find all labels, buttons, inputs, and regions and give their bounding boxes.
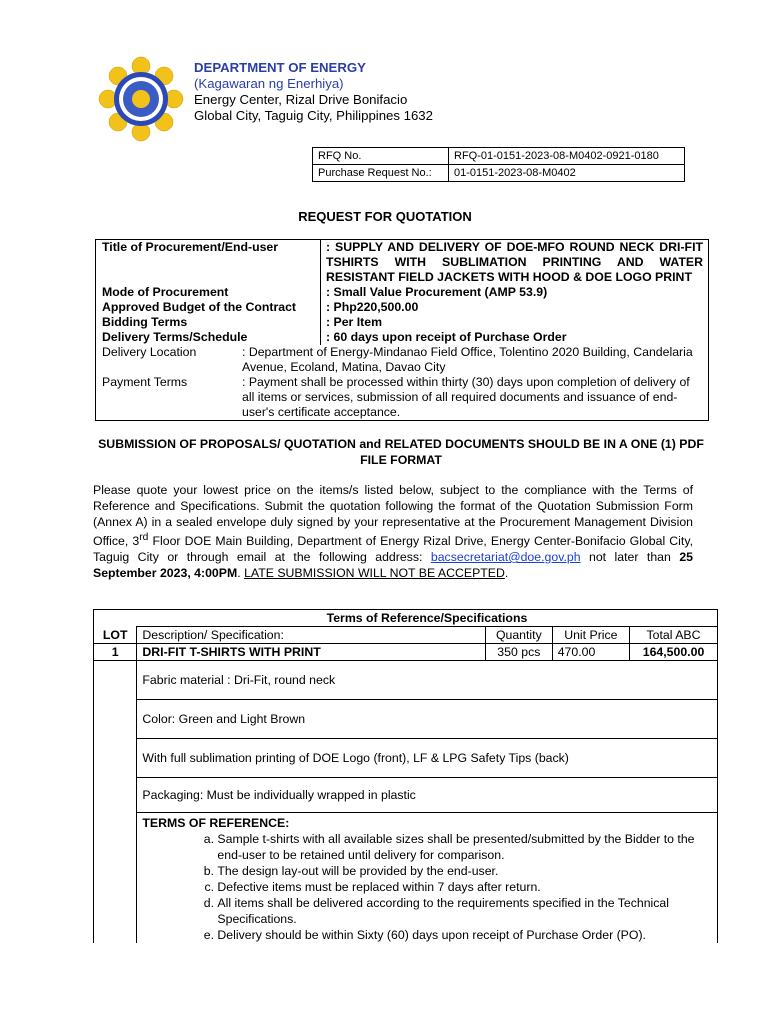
- procurement-info-box: [95, 239, 709, 421]
- delivery-location-label: Delivery Location: [102, 345, 197, 359]
- instruction-paragraph: [93, 482, 693, 581]
- term-item: c. Defective items must be replaced within 7 days after return.: [217, 879, 712, 895]
- term-item: e. Delivery should be within Sixty (60) days upon receipt of Purchase Order (PO).: [217, 927, 712, 943]
- bidding-label: Bidding Terms: [96, 315, 321, 330]
- letterhead: [194, 60, 433, 124]
- col-unit-price: Unit Price: [552, 627, 629, 644]
- term-item: a. Sample t-shirts with all available sizes shall be presented/submitted by the Bidder to the end-user to be retained until delivery for comparison.: [217, 831, 712, 863]
- item-name: DRI-FIT T-SHIRTS WITH PRINT: [137, 644, 486, 661]
- submission-notice: SUBMISSION OF PROPOSALS/ QUOTATION and RELATED DOCUMENTS SHOULD BE IN A ONE (1) PDF FILE FORMAT: [98, 437, 704, 467]
- pr-value: 01-0151-2023-08-M0402: [449, 165, 685, 182]
- col-total-abc: Total ABC: [630, 627, 718, 644]
- rfq-number-table: [312, 147, 685, 182]
- title-value: : SUPPLY AND DELIVERY OF DOE-MFO ROUND NECK DRI-FIT TSHIRTS WITH SUBLIMATION PRINTING AND WATER RESISTANT FIELD JACKETS WITH HOOD & DOE LOGO PRINT: [326, 240, 703, 284]
- deadline: 25 September 2023, 4:00PM: [93, 550, 693, 581]
- delivery-terms-value: : 60 days upon receipt of Purchase Order: [326, 330, 567, 344]
- lot-number: 1: [94, 644, 137, 661]
- late-submission-warning: LATE SUBMISSION WILL NOT BE ACCEPTED: [244, 566, 505, 581]
- email-link[interactable]: bacsecretariat@doe.gov.ph: [430, 550, 581, 565]
- item-unit-price: 470.00: [552, 644, 629, 661]
- doe-logo: [98, 56, 184, 142]
- item-total: 164,500.00: [630, 644, 718, 661]
- bidding-value: : Per Item: [326, 315, 383, 329]
- spec-fabric: Fabric material : Dri-Fit, round neck: [137, 661, 718, 700]
- title-label: Title of Procurement/End-user: [96, 240, 321, 285]
- col-description: Description/ Specification:: [137, 627, 486, 644]
- address-line-2: Global City, Taguig City, Philippines 1632: [194, 108, 433, 123]
- para-text-3: not later than: [580, 550, 680, 565]
- delivery-terms-label: Delivery Terms/Schedule: [96, 330, 321, 345]
- rfq-value: RFQ-01-0151-2023-08-M0402-0921-0180: [449, 148, 685, 165]
- tor-heading: Terms of Reference/Specifications: [137, 610, 718, 627]
- payment-terms-value: : Payment shall be processed within thirty (30) days upon completion of delivery of all items or services, submission of all required documents and issuance of end-user's certificate acceptance.: [242, 375, 690, 419]
- para-text-5: .: [504, 566, 509, 581]
- terms-of-reference-cell: [137, 813, 718, 944]
- department-tagalog: (Kagawaran ng Enerhiya): [194, 76, 344, 91]
- para-superscript: rd: [139, 532, 149, 543]
- delivery-location-value: : Department of Energy-Mindanao Field Office, Tolentino 2020 Building, Candelaria Avenue, Ecoland, Matina, Davao City: [242, 345, 693, 374]
- specifications-table: [93, 609, 718, 943]
- para-text-4: .: [237, 566, 245, 581]
- department-name: DEPARTMENT OF ENERGY: [194, 60, 366, 75]
- item-quantity: 350 pcs: [485, 644, 552, 661]
- payment-terms-label: Payment Terms: [102, 375, 188, 389]
- col-lot: LOT: [94, 627, 137, 644]
- terms-list: [142, 831, 712, 943]
- term-item: b. The design lay-out will be provided by the end-user.: [217, 863, 712, 879]
- rfq-label: RFQ No.: [313, 148, 449, 165]
- document-title: REQUEST FOR QUOTATION: [298, 209, 472, 224]
- abc-value: : Php220,500.00: [326, 300, 419, 314]
- pr-label: Purchase Request No.:: [313, 165, 449, 182]
- term-item: d. All items shall be delivered according to the requirements specified in the Technical Specifications.: [217, 895, 712, 927]
- terms-heading: TERMS OF REFERENCE:: [142, 816, 290, 830]
- para-text-1: Please quote your lowest price on the items/s listed below, subject to the compliance with the Terms of Reference and Specifications. Submit the quotation following the format of the Quotation Submission Form (Annex A) in a sealed envelope duly signed by your representative at the Procurement Management Division Office, 3: [93, 483, 693, 549]
- mode-label: Mode of Procurement: [96, 285, 321, 300]
- abc-label: Approved Budget of the Contract: [96, 300, 321, 315]
- col-quantity: Quantity: [485, 627, 552, 644]
- address-line-1: Energy Center, Rizal Drive Bonifacio: [194, 92, 408, 107]
- para-text-2: Floor DOE Main Building, Department of Energy Rizal Drive, Energy Center-Bonifacio Global City, Taguig City or through email at the following address:: [93, 534, 693, 565]
- mode-value: : Small Value Procurement (AMP 53.9): [326, 285, 548, 299]
- spec-packaging: Packaging: Must be individually wrapped in plastic: [137, 778, 718, 813]
- spec-color: Color: Green and Light Brown: [137, 700, 718, 739]
- spec-printing: With full sublimation printing of DOE Logo (front), LF & LPG Safety Tips (back): [137, 739, 718, 778]
